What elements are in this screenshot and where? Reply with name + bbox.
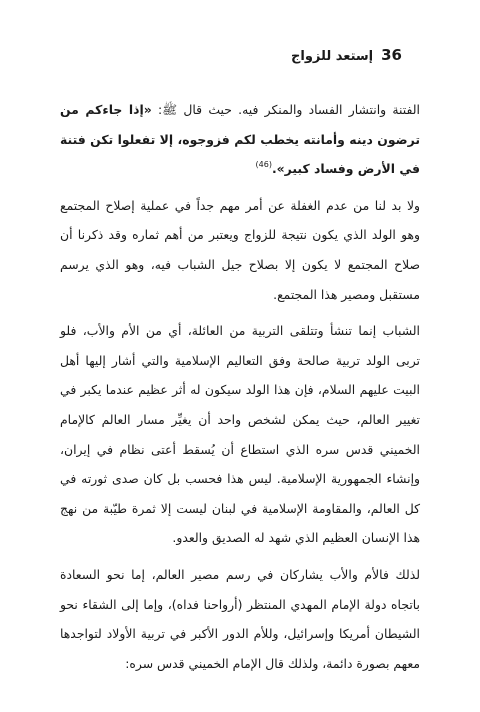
- paragraph-1-lead: الفتنة وانتشار الفساد والمنكر فيه. حيث قال ﷺ:: [158, 102, 420, 117]
- paragraph-3: الشباب إنما تنشأ وتتلقى التربية من العائلة، أي من الأم والأب، فلو تربى الولد تربية صالحة وفق التعاليم الإسلامية والتي أشار إليها أهل البيت عليهم السلام، فإن هذا الولد سيكون له أثر عظيم عندما يكبر في تغيير العالم، حيث يمكن لشخص واحد أن يغيِّر مسار العالم كالإمام الخميني قدس سره الذي استطاع أن يُسقط أعتى نظام في إيران، وإنشاء الجمهورية الإسلامية. ليس هذا فحسب بل كان صدى ثورته في كل العالم، والمقاومة الإسلامية في لبنان ليست إلا ثمرة طيّبة من نهج هذا الإنسان العظيم الذي شهد له الصديق والعدو.: [60, 323, 420, 546]
- hadith-quote: «إذا جاءكم من ترضون دينه وأمانته يخطب لكم فزوجوه، إلا تفعلوا تكن فتنة في الأرض وفساد كبير».: [60, 102, 420, 177]
- footnote-ref: (46): [255, 160, 272, 170]
- book-title: إستعد للزواج: [291, 49, 374, 64]
- page-body: [60, 95, 420, 678]
- page-header: [291, 46, 402, 64]
- page-number: 36: [381, 46, 402, 64]
- paragraph-4: لذلك فالأم والأب يشاركان في رسم مصير العالم، إما نحو السعادة باتجاه دولة الإمام المهدي المنتظر (أرواحنا فداه)، وإما إلى الشقاء نحو الشيطان أمريكا وإسرائيل، وللأم الدور الأكبر في تربية الأولاد لتواجدها معهم بصورة دائمة، ولذلك قال الإمام الخميني قدس سره:: [60, 566, 420, 671]
- paragraph-1: [60, 95, 420, 184]
- paragraph-2: ولا بد لنا من عدم الغفلة عن أمر مهم جداً في عملية إصلاح المجتمع وهو الولد الذي يكون نتيجة للزواج ويعتبر من أهم ثماره وقد ذكرنا أن صلاح المجتمع لا يكون إلا بصلاح جيل الشباب فيه، وهو الذي يرسم مستقبل ومصير هذا المجتمع.: [60, 197, 420, 302]
